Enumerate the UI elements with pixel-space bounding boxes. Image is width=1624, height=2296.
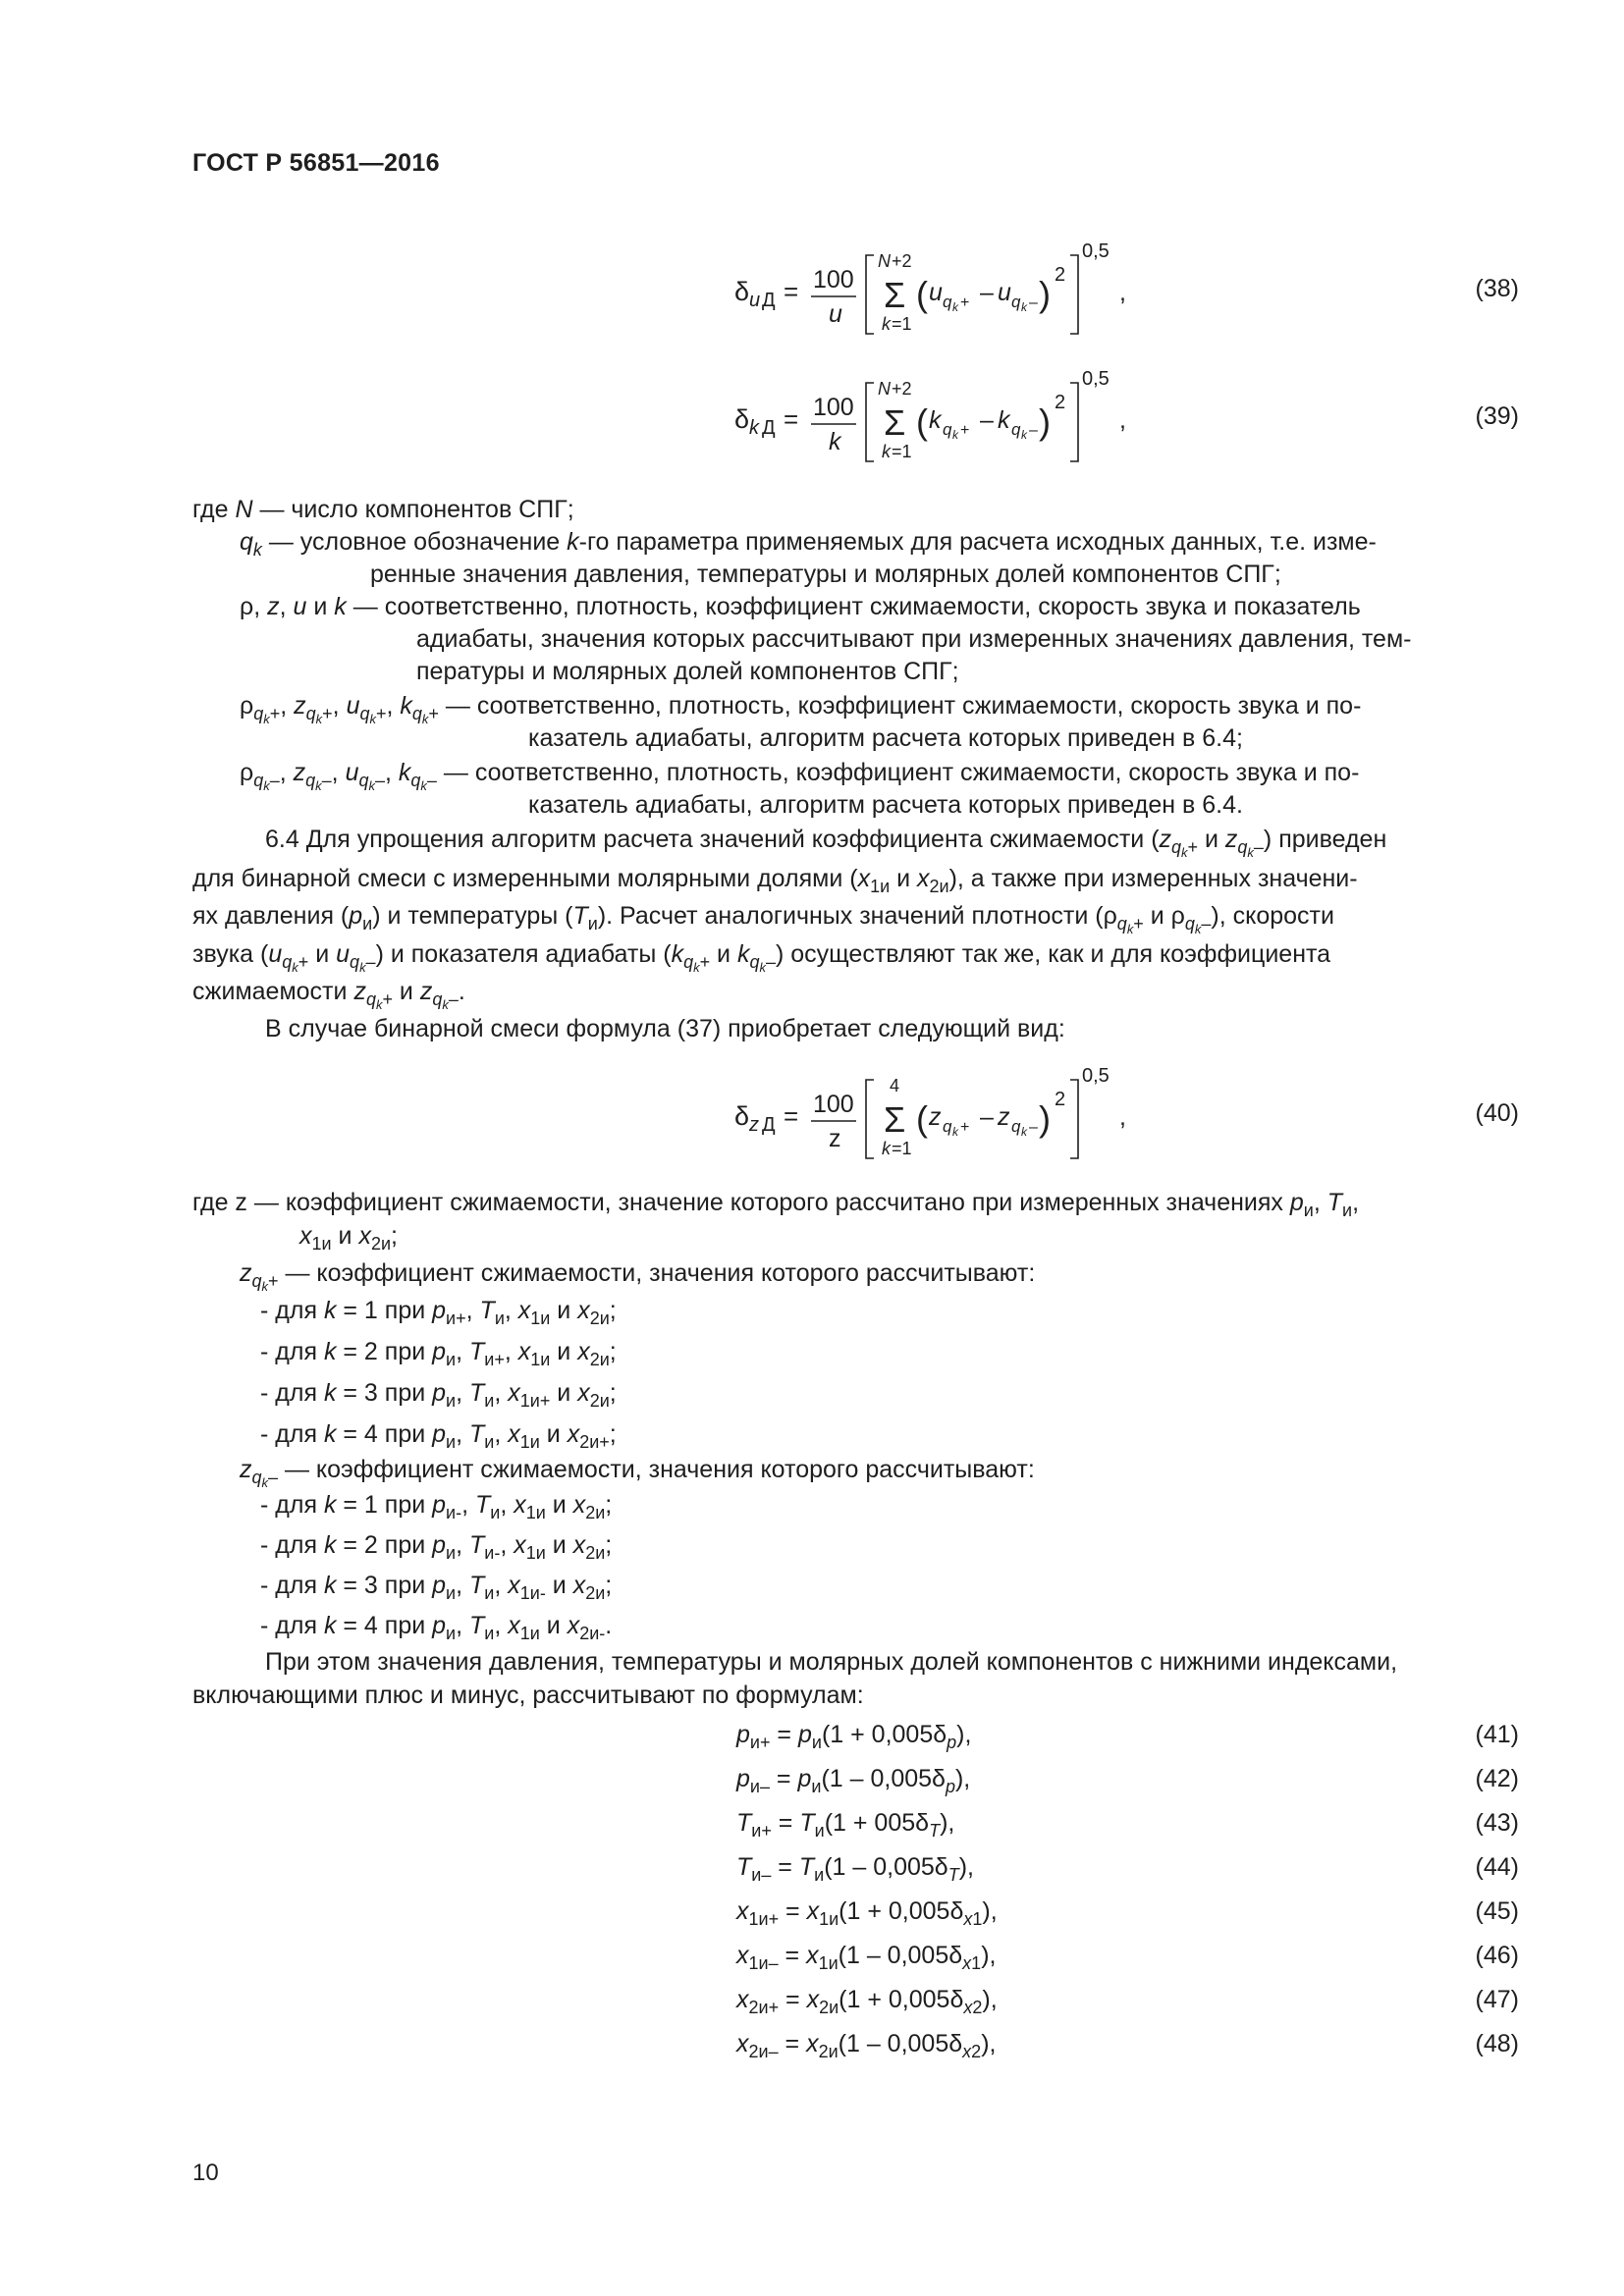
svg-text:k: k	[1021, 1125, 1027, 1139]
equation-38	[734, 240, 1186, 348]
eq38-square: 2	[1055, 264, 1066, 286]
where-minus-line1: $\rho_{q_k-}$, $z_{q_k-}$, $u_{q_k-}$, $k_{q_k-}$ — соответственно, плотность, коэффициент сжимаемости, скорость звука и по-	[240, 759, 1360, 793]
svg-text:k: k	[952, 1125, 958, 1139]
svg-text:+: +	[960, 294, 970, 311]
svg-text:q: q	[1011, 420, 1021, 439]
equation-40	[734, 1065, 1186, 1173]
where-plus-line1: $\rho_{q_k+}$, $z_{q_k+}$, $u_{q_k+}$, $k_{q_k+}$ — соответственно, плотность, коэффициент сжимаемости, скорость звука и по-	[240, 692, 1362, 726]
zplus-title: $z_{q_k+}$ — коэффициент сжимаемости, значения которого рассчитывают:	[240, 1259, 1036, 1294]
zminus-item-3: - для k = 3 при $p_и$, $T_и$, $x_{1и-}$ и $x_{2и}$;	[260, 1572, 613, 1603]
svg-text:k: k	[882, 442, 891, 461]
svg-text:,: ,	[1119, 406, 1126, 434]
svg-text:4: 4	[890, 1076, 900, 1095]
svg-text:q: q	[1011, 293, 1021, 311]
zminus-title: $z_{q_k-}$ — коэффициент сжимаемости, значения которого рассчитывают:	[240, 1456, 1035, 1490]
svg-text:=1: =1	[892, 1139, 912, 1158]
svg-text:100: 100	[813, 1091, 854, 1118]
svg-text:z: z	[749, 1114, 759, 1136]
eq38-symbol: δ	[734, 277, 750, 306]
para64-line2: для бинарной смеси с измеренными молярными долями ($x_{1и}$ и $x_{2и}$), а также при измеренных значени-	[192, 865, 1358, 896]
eq38-numerator: 100	[813, 266, 854, 294]
intro-formulas-line1: При этом значения давления, температуры и молярных долей компонентов с нижними индексами,	[265, 1648, 1398, 1676]
svg-text:): )	[1039, 274, 1051, 314]
equation-44: $T_{и-} = T_и(1 - 0,005\delta_T)$,	[736, 1853, 974, 1885]
intro-formulas-line2: включающими плюс и минус, рассчитывают по формулам:	[192, 1682, 864, 1709]
svg-text:q: q	[943, 1117, 952, 1136]
svg-text:δ: δ	[734, 404, 750, 434]
svg-text:k: k	[952, 428, 958, 442]
eq38-denominator: u	[829, 300, 842, 328]
where-n: где N — число компонентов СПГ;	[192, 496, 574, 523]
equation-41-number: (41)	[1475, 1721, 1519, 1748]
svg-text:=: =	[784, 277, 799, 306]
svg-text:k: k	[1021, 428, 1027, 442]
svg-text:+2: +2	[892, 251, 912, 271]
svg-text:–: –	[1029, 294, 1038, 311]
svg-text:100: 100	[813, 394, 854, 421]
zplus-item-3: - для k = 3 при $p_и$, $T_и$, $x_{1и+}$ и $x_{2и}$;	[260, 1379, 617, 1411]
svg-text:,: ,	[1119, 279, 1126, 306]
equation-45-number: (45)	[1475, 1897, 1519, 1925]
svg-text:–: –	[1029, 422, 1038, 439]
where-rho-line1: ρ, z, u и k — соответственно, плотность, коэффициент сжимаемости, скорость звука и показатель	[240, 593, 1361, 620]
svg-text:k: k	[829, 428, 841, 455]
zminus-item-4: - для k = 4 при $p_и$, $T_и$, $x_{1и}$ и $x_{2и-}$.	[260, 1612, 613, 1643]
svg-text:k: k	[882, 314, 891, 334]
equation-42: $p_{и-} = p_и(1 - 0,005\delta_p)$,	[736, 1765, 971, 1796]
zminus-item-1: - для k = 1 при $p_{и-}$, $T_и$, $x_{1и}$ и $x_{2и}$;	[260, 1491, 613, 1522]
svg-text:N: N	[878, 379, 891, 399]
equation-38-number: (38)	[1475, 275, 1519, 302]
svg-text:z: z	[829, 1125, 841, 1152]
svg-text:k: k	[882, 1139, 891, 1158]
svg-text:z: z	[998, 1103, 1010, 1131]
eq38-power: 0,5	[1082, 240, 1110, 262]
zplus-item-2: - для k = 2 при $p_и$, $T_{и+}$, $x_{1и}$ и $x_{2и}$;	[260, 1338, 617, 1369]
para64-line5: сжимаемости $z_{q_k+}$ и $z_{q_k-}$.	[192, 978, 465, 1012]
svg-text:u: u	[929, 279, 943, 306]
svg-text:): )	[1039, 401, 1051, 442]
para64-line3: ях давления $(p_и)$ и температуры $(T_и)$. Расчет аналогичных значений плотности ($\rho_{q_k+}$ и $\rho_{q_k-}$), скорости	[192, 902, 1334, 936]
where-qk-line2: ренные значения давления, температуры и молярных долей компонентов СПГ;	[370, 561, 1281, 588]
equation-41: $p_{и+} = p_и(1 + 0,005\delta_p)$,	[736, 1721, 972, 1752]
svg-text:k: k	[1021, 300, 1027, 314]
equation-46-number: (46)	[1475, 1942, 1519, 1969]
svg-text:(: (	[916, 1098, 928, 1139]
svg-text:u: u	[998, 279, 1011, 306]
svg-text:(: (	[916, 274, 928, 314]
equation-45: $x_{1и+} = x_{1и}(1 + 0,005\delta_{x1})$,	[736, 1897, 998, 1929]
para64-line4: звука ($u_{q_k+}$ и $u_{q_k-}$) и показателя адиабаты ($k_{q_k+}$ и $k_{q_k-}$) осуществляют так же, как и для коэффициента	[192, 940, 1331, 975]
equation-42-number: (42)	[1475, 1765, 1519, 1792]
svg-text:k: k	[952, 300, 958, 314]
svg-text:Д: Д	[762, 417, 776, 439]
svg-text:k: k	[998, 406, 1010, 434]
where-z-line1: где z — коэффициент сжимаемости, значение которого рассчитано при измеренных значениях $p_и$, $T_и$,	[192, 1189, 1360, 1220]
para64-line1: 6.4 Для упрощения алгоритм расчета значений коэффициента сжимаемости ($z_{q_k+}$ и $z_{q_k-}$) приведен	[265, 826, 1387, 860]
eq38-sum-upper: N	[878, 251, 891, 271]
svg-text:0,5: 0,5	[1082, 368, 1110, 390]
eq38-sub: u	[749, 290, 761, 311]
svg-text:–: –	[980, 279, 994, 306]
equation-40-number: (40)	[1475, 1099, 1519, 1127]
svg-text:+: +	[960, 1119, 970, 1136]
where-plus-line2: казатель адиабаты, алгоритм расчета которых приведен в 6.4;	[528, 724, 1243, 752]
svg-text:2: 2	[1055, 392, 1066, 413]
document-header: ГОСТ Р 56851—2016	[192, 149, 440, 177]
equation-47: $x_{2и+} = x_{2и}(1 + 0,005\delta_{x2})$,	[736, 1986, 998, 2017]
svg-text:δ: δ	[734, 1101, 750, 1131]
zplus-item-1: - для k = 1 при $p_{и+}$, $T_и$, $x_{1и}$ и $x_{2и}$;	[260, 1297, 617, 1328]
page-number: 10	[192, 2160, 219, 2186]
svg-text:Σ: Σ	[884, 402, 906, 443]
equation-44-number: (44)	[1475, 1853, 1519, 1881]
equation-39-number: (39)	[1475, 402, 1519, 430]
svg-text:q: q	[943, 420, 952, 439]
where-z-line2: $x_{1и}$ и $x_{2и}$;	[299, 1222, 398, 1254]
where-minus-line2: казатель адиабаты, алгоритм расчета которых приведен в 6.4.	[528, 791, 1243, 819]
svg-text:Σ: Σ	[884, 275, 906, 315]
equation-38-graphic	[734, 240, 1186, 342]
equation-40-graphic	[734, 1065, 1186, 1166]
svg-text:): )	[1039, 1098, 1051, 1139]
svg-text:=1: =1	[892, 442, 912, 461]
equation-46: $x_{1и-} = x_{1и}(1 - 0,005\delta_{x1})$,	[736, 1942, 997, 1973]
svg-text:–: –	[980, 406, 994, 434]
svg-text:+2: +2	[892, 379, 912, 399]
equation-43: $T_{и+} = T_и(1 + 005\delta_T)$,	[736, 1809, 955, 1841]
svg-text:z: z	[929, 1103, 942, 1131]
svg-text:=: =	[784, 1101, 799, 1131]
svg-text:+: +	[960, 422, 970, 439]
equation-48: $x_{2и-} = x_{2и}(1 - 0,005\delta_{x2})$,	[736, 2030, 997, 2061]
equation-39	[734, 368, 1186, 476]
where-qk-line1: $q_k$ — условное обозначение k-го параметра применяемых для расчета исходных данных, т.е. изме-	[240, 528, 1377, 560]
svg-text:Д: Д	[762, 1114, 776, 1136]
svg-text:q: q	[1011, 1117, 1021, 1136]
equation-47-number: (47)	[1475, 1986, 1519, 2013]
svg-text:0,5: 0,5	[1082, 1065, 1110, 1087]
equation-48-number: (48)	[1475, 2030, 1519, 2057]
svg-text:Σ: Σ	[884, 1099, 906, 1140]
svg-text:,: ,	[1119, 1103, 1126, 1131]
svg-text:q: q	[943, 293, 952, 311]
where-rho-line3: пературы и молярных долей компонентов СПГ;	[416, 658, 959, 685]
svg-text:–: –	[1029, 1119, 1038, 1136]
where-rho-line2: адиабаты, значения которых рассчитывают при измеренных значениях давления, тем-	[416, 625, 1412, 653]
svg-text:2: 2	[1055, 1089, 1066, 1110]
eq38-sub-d: Д	[762, 290, 776, 311]
zminus-item-2: - для k = 2 при $p_и$, $T_{и-}$, $x_{1и}$ и $x_{2и}$;	[260, 1531, 613, 1563]
binary-intro: В случае бинарной смеси формула (37) приобретает следующий вид:	[265, 1015, 1065, 1042]
zplus-item-4: - для k = 4 при $p_и$, $T_и$, $x_{1и}$ и $x_{2и+}$;	[260, 1420, 617, 1452]
svg-text:k: k	[749, 417, 759, 439]
svg-text:–: –	[980, 1103, 994, 1131]
equation-43-number: (43)	[1475, 1809, 1519, 1837]
svg-text:=: =	[784, 404, 799, 434]
svg-text:=1: =1	[892, 314, 912, 334]
equation-39-graphic	[734, 368, 1186, 469]
svg-text:k: k	[929, 406, 942, 434]
svg-text:(: (	[916, 401, 928, 442]
